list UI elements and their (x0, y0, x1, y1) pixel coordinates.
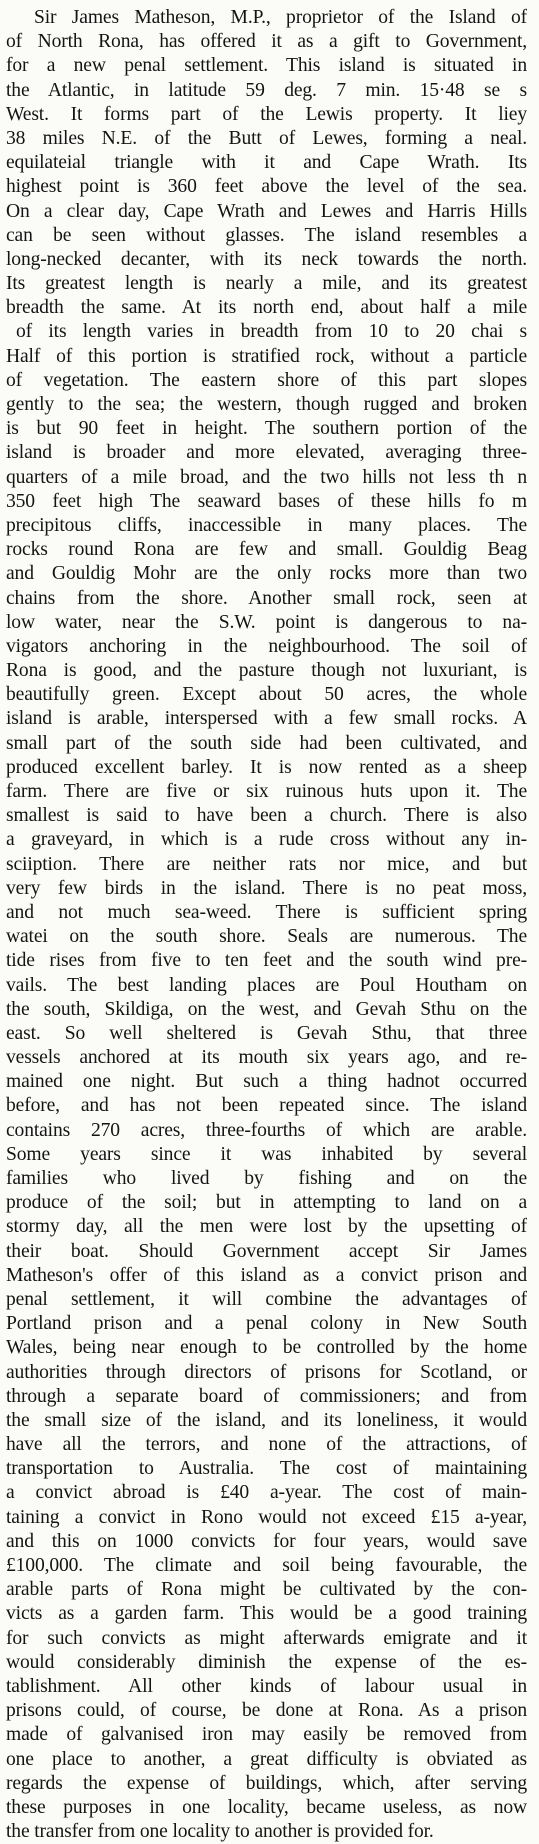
text-line: produce of the soil; but in attempting to land on a (6, 1192, 527, 1214)
text-line: island is broader and more elevated, averaging three- (6, 442, 527, 464)
text-line: of vegetation. The eastern shore of this part slopes (6, 369, 527, 391)
text-line: have all the terrors, and none of the attractions, of (6, 1434, 527, 1456)
text-line: a graveyard, in which is a rude cross without any in- (6, 829, 527, 851)
text-line: sciiption. There are neither rats nor mice, and but (6, 853, 527, 875)
text-line: and this on 1000 convicts for four years, would save (6, 1530, 527, 1552)
text-line: regards the expense of buildings, which, after serving (6, 1772, 527, 1794)
text-line: Some years since it was inhabited by several (6, 1143, 527, 1165)
text-line: before, and has not been repeated since. The island (6, 1095, 527, 1117)
text-line: Portland prison and a penal colony in New South (6, 1313, 527, 1335)
text-line: gently to the sea; the western, though rugged and broken (6, 394, 527, 415)
text-line: can be seen without glasses. The island resembles a (6, 224, 527, 246)
text-line: farm. There are five or six ruinous huts upon it. The (6, 781, 527, 802)
text-line: chains from the shore. Another small rock, seen at (6, 587, 527, 609)
text-line: Sir James Matheson, M.P., proprietor of the Island of (34, 7, 527, 28)
text-line: victs as a garden farm. This would be a good training (6, 1603, 527, 1625)
text-line: Its greatest length is nearly a mile, and its greatest (6, 273, 527, 295)
text-line: Wales, being near enough to be controlled by the home (6, 1337, 527, 1359)
text-line: is but 90 feet in height. The southern portion of the (6, 418, 527, 440)
text-line: and not much sea-weed. There is sufficient spring (6, 901, 527, 923)
text-line: the south, Skildiga, on the west, and Gevah Sthu on the (6, 998, 527, 1020)
text-line: families who lived by fishing and on the (6, 1168, 527, 1189)
text-line: very few birds in the island. There is no peat moss, (6, 877, 527, 899)
text-line: equilateial triangle with it and Cape Wrath. Its (6, 152, 527, 174)
text-line: a convict abroad is £40 a-year. The cost of main- (6, 1482, 527, 1504)
text-line: vails. The best landing places are Poul Houtham on (6, 974, 527, 996)
text-line: stormy day, all the men were lost by the upsetting of (6, 1216, 527, 1238)
text-line: vessels anchored at its mouth six years ago, and re- (6, 1047, 527, 1069)
text-line: and Gouldig Mohr are the only rocks more than two (6, 563, 527, 585)
text-line: their boat. Should Government accept Sir James (6, 1240, 527, 1262)
text-line: one place to another, a great difficulty is obviated as (6, 1748, 527, 1770)
text-line: of its length varies in breadth from 10 to 20 chai s (16, 321, 527, 343)
text-line: rocks round Rona are few and small. Gouldig Beag (6, 539, 527, 561)
text-line: long-necked decanter, with its neck towards the north. (6, 248, 527, 270)
text-line: prisons could, of course, be done at Rona. As a prison (6, 1700, 527, 1722)
text-line: produced excellent barley. It is now rented as a sheep (6, 756, 527, 778)
text-line: contains 270 acres, three-fourths of which are arable. (6, 1119, 527, 1141)
text-line: through a separate board of commissioners; and from (6, 1385, 527, 1407)
text-line: east. So well sheltered is Gevah Sthu, that three (6, 1022, 527, 1044)
text-line: for such convicts as might afterwards emigrate and it (6, 1627, 527, 1649)
text-line: smallest is said to have been a church. There is also (6, 805, 527, 827)
text-line: these purposes in one locality, became useless, as now (6, 1796, 527, 1818)
text-line: beautifully green. Except about 50 acres, the whole (6, 684, 527, 706)
text-line: island is arable, interspersed with a few small rocks. A (6, 708, 527, 730)
text-line: the small size of the island, and its loneliness, it would (6, 1409, 527, 1431)
text-line: vigators anchoring in the neighbourhood. The soil of (6, 635, 527, 657)
text-line: transportation to Australia. The cost of maintaining (6, 1458, 527, 1480)
text-line: tide rises from five to ten feet and the south wind pre- (6, 950, 527, 972)
text-line: Matheson's offer of this island as a convict prison and (6, 1264, 527, 1286)
text-line: the transfer from one locality to another is provided for. (6, 1821, 434, 1843)
text-line: 350 feet high The seaward bases of these hills fo m (6, 490, 527, 512)
text-line: taining a convict in Rono would not exceed £15 a-year, (6, 1506, 527, 1528)
text-line: mained one night. But such a thing hadnot occurred (6, 1071, 527, 1093)
text-line: watei on the south shore. Seals are numerous. The (6, 926, 527, 948)
text-line: arable parts of Rona might be cultivated by the con- (6, 1579, 527, 1601)
text-line: Half of this portion is stratified rock, without a particle (6, 345, 527, 367)
text-line: small part of the south side had been cultivated, and (6, 732, 527, 754)
text-line: low water, near the S.W. point is dangerous to na- (6, 611, 527, 633)
text-line: authorities through directors of prisons for Scotland, or (6, 1361, 527, 1383)
text-line: quarters of a mile broad, and the two hills not less th n (6, 466, 527, 488)
text-line: 38 miles N.E. of the Butt of Lewes, forming a neal. (6, 127, 527, 149)
text-line: the Atlantic, in latitude 59 deg. 7 min. 15·48 se s (6, 79, 527, 101)
text-line: breadth the same. At its north end, about half a mile (6, 297, 527, 319)
text-line: £100,000. The climate and soil being favourable, the (6, 1555, 527, 1576)
text-line: precipitous cliffs, inaccessible in many places. The (6, 514, 527, 536)
text-line: tablishment. All other kinds of labour usual in (6, 1675, 527, 1697)
text-line: highest point is 360 feet above the level of the sea. (6, 176, 527, 198)
text-line: made of galvanised iron may easily be removed from (6, 1724, 527, 1746)
text-line: penal settlement, it will combine the advantages of (6, 1288, 527, 1310)
text-line: Rona is good, and the pasture though not luxuriant, is (6, 660, 527, 682)
text-line: On a clear day, Cape Wrath and Lewes and Harris Hills (6, 200, 527, 222)
text-line: of North Rona, has offered it as a gift to Government, (6, 31, 527, 53)
text-line: for a new penal settlement. This island is situated in (6, 55, 527, 77)
text-line: West. It forms part of the Lewis property. It liey (6, 103, 527, 125)
text-line: would considerably diminish the expense of the es- (6, 1651, 527, 1673)
